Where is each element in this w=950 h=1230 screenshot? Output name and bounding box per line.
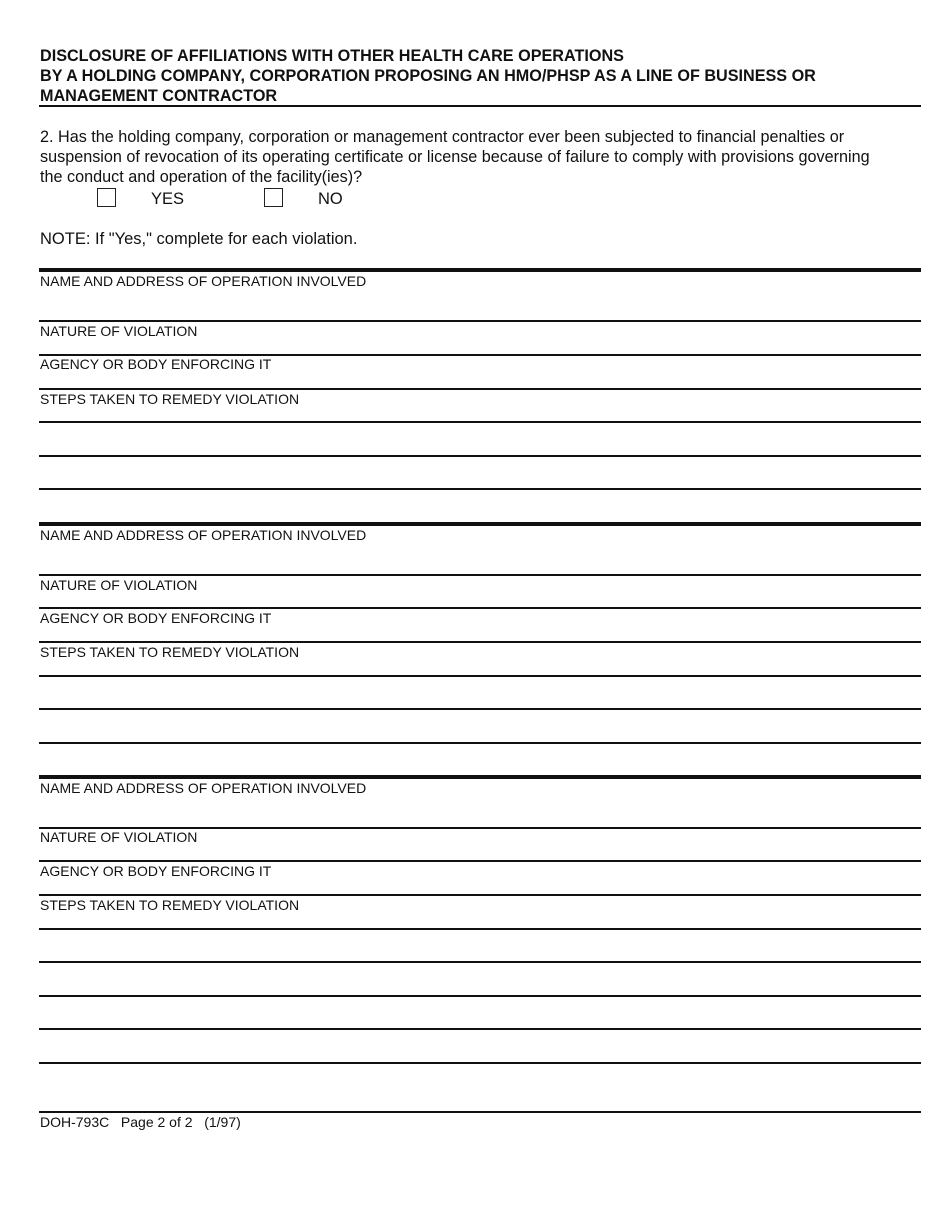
steps-taken-field[interactable]	[39, 689, 921, 707]
line	[39, 894, 921, 896]
question-text	[40, 127, 925, 187]
section-3-divider	[39, 775, 921, 779]
line	[39, 742, 921, 744]
nature-of-violation-field[interactable]	[39, 334, 921, 352]
steps-taken-label: STEPS TAKEN TO REMEDY VIOLATION	[40, 391, 300, 407]
steps-taken-field[interactable]	[39, 435, 921, 453]
steps-taken-field[interactable]	[39, 908, 921, 926]
steps-taken-field[interactable]	[39, 1042, 921, 1060]
line	[39, 675, 921, 677]
line	[39, 488, 921, 490]
line	[39, 455, 921, 457]
agency-field[interactable]	[39, 874, 921, 892]
agency-label: AGENCY OR BODY ENFORCING IT	[40, 610, 272, 626]
line	[39, 320, 921, 322]
line	[39, 860, 921, 862]
steps-taken-field[interactable]	[39, 722, 921, 740]
note-text: NOTE: If "Yes," complete for each violation.	[40, 230, 358, 248]
title-divider	[39, 105, 921, 107]
steps-taken-field[interactable]	[39, 469, 921, 487]
steps-taken-field[interactable]	[39, 942, 921, 960]
form-footer: DOH-793C Page 2 of 2 (1/97)	[40, 1114, 241, 1130]
yes-checkbox[interactable]	[97, 188, 116, 207]
line	[39, 961, 921, 963]
agency-field[interactable]	[39, 621, 921, 639]
nature-of-violation-label: NATURE OF VIOLATION	[40, 829, 198, 845]
agency-label: AGENCY OR BODY ENFORCING IT	[40, 863, 272, 879]
no-checkbox[interactable]	[264, 188, 283, 207]
section-1-divider	[39, 268, 921, 272]
line	[39, 1062, 921, 1064]
line	[39, 708, 921, 710]
steps-taken-field[interactable]	[39, 402, 921, 420]
question-line-2: suspension of revocation of its operating certificate or license because of failure to comply with provisions governing	[40, 148, 870, 166]
steps-taken-field[interactable]	[39, 1009, 921, 1027]
title-line-1: DISCLOSURE OF AFFILIATIONS WITH OTHER HEALTH CARE OPERATIONS	[40, 47, 624, 65]
steps-taken-field[interactable]	[39, 655, 921, 673]
line	[39, 995, 921, 997]
name-address-field[interactable]	[39, 550, 921, 568]
steps-taken-label: STEPS TAKEN TO REMEDY VIOLATION	[40, 897, 300, 913]
line	[39, 641, 921, 643]
no-label: NO	[318, 190, 343, 208]
name-address-label: NAME AND ADDRESS OF OPERATION INVOLVED	[40, 273, 367, 289]
section-2-divider	[39, 522, 921, 526]
line	[39, 1028, 921, 1030]
line	[39, 928, 921, 930]
agency-field[interactable]	[39, 368, 921, 386]
steps-taken-label: STEPS TAKEN TO REMEDY VIOLATION	[40, 644, 300, 660]
title-line-3: MANAGEMENT CONTRACTOR	[40, 87, 278, 105]
nature-of-violation-field[interactable]	[39, 588, 921, 606]
nature-of-violation-field[interactable]	[39, 841, 921, 859]
question-line-3: the conduct and operation of the facility(ies)?	[40, 168, 363, 186]
line	[39, 421, 921, 423]
nature-of-violation-label: NATURE OF VIOLATION	[40, 577, 198, 593]
name-address-label: NAME AND ADDRESS OF OPERATION INVOLVED	[40, 527, 367, 543]
name-address-field[interactable]	[39, 296, 921, 314]
question-line-1: 2. Has the holding company, corporation or management contractor ever been subjected to financial penalties or	[40, 128, 845, 146]
name-address-label: NAME AND ADDRESS OF OPERATION INVOLVED	[40, 780, 367, 796]
title-line-2: BY A HOLDING COMPANY, CORPORATION PROPOSING AN HMO/PHSP AS A LINE OF BUSINESS OR	[40, 67, 816, 85]
footer-divider	[39, 1111, 921, 1113]
line	[39, 574, 921, 576]
line	[39, 607, 921, 609]
nature-of-violation-label: NATURE OF VIOLATION	[40, 323, 198, 339]
yes-label: YES	[151, 190, 185, 208]
name-address-field[interactable]	[39, 803, 921, 821]
agency-label: AGENCY OR BODY ENFORCING IT	[40, 356, 272, 372]
line	[39, 388, 921, 390]
form-title	[40, 46, 920, 106]
steps-taken-field[interactable]	[39, 975, 921, 993]
